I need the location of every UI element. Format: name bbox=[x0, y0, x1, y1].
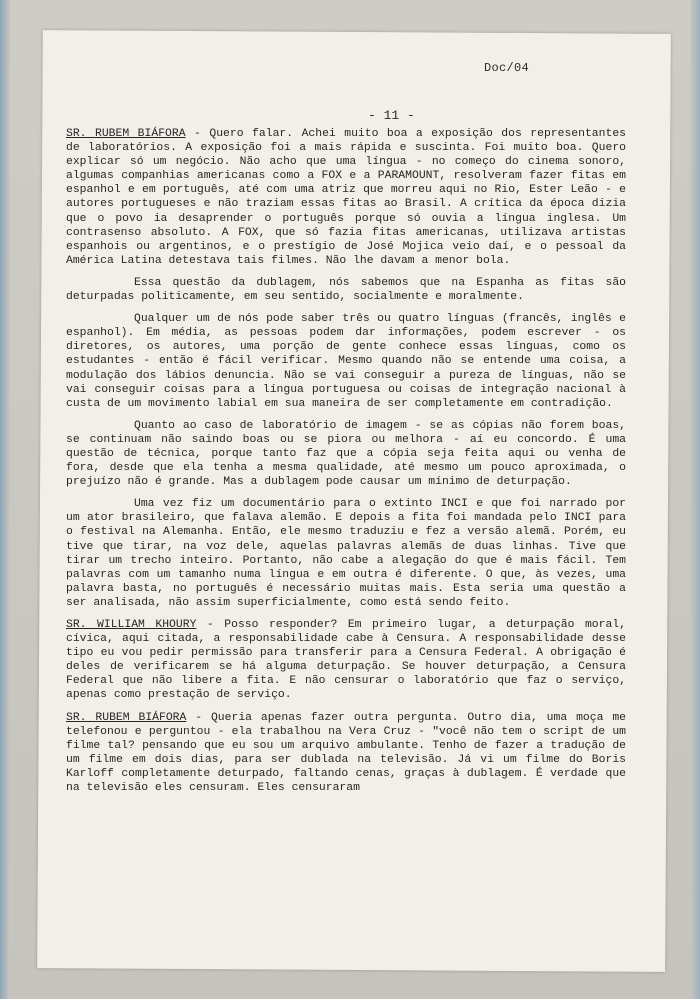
paragraph-text: Qualquer um de nós pode saber três ou quatro línguas (francês, inglês e espanhol). Em média, as pessoas podem dar informações, podem escrever - os diretores, os autores, uma porção de gente conhece essas línguas, como os estudantes - então é fácil verificar. Mesmo quando não se entende uma coisa, a modulação dos lábios denuncia. Não se vai conseguir a pureza de línguas, não se vai conseguir coisas para a língua portuguesa ou coisas de integração nacional à custa de um movimento labial em sua maneira de ser completamente em contradição. bbox=[66, 313, 626, 410]
page-number: - 11 - bbox=[368, 108, 415, 123]
paragraph-text: - Posso responder? Em primeiro lugar, a deturpação moral, cívica, aqui citada, a responsabilidade cabe à Censura. A responsabilidade desse tipo eu vou pedir permissão para transferir para a Censura Federal. A obrigação é deles de verificarem se há alguma deturpação. Se houver deturpação, a Censura Federal que não libere a fita. E não censurar o laboratório que faz o serviço, apenas como prestação de serviço. bbox=[66, 619, 626, 702]
transcript-paragraph bbox=[66, 312, 626, 411]
transcript-body bbox=[66, 127, 626, 803]
speaker-name: SR. RUBEM BIÁFORA bbox=[66, 128, 186, 140]
transcript-paragraph bbox=[66, 497, 626, 610]
transcript-paragraph bbox=[66, 419, 626, 489]
paragraph-text: Quanto ao caso de laboratório de imagem - se as cópias não forem boas, se continuam não saindo boas ou se piora ou melhora - aí eu concordo. É uma questão de técnica, porque tanto faz que a cópia seja feita aqui ou venha de fora, desde que ela tenha a mesma qualidade, até mesmo um pouco aproximada, o prejuízo não é grande. Mas a dublagem pode causar um mínimo de deturpação. bbox=[66, 419, 626, 489]
paragraph-text: - Quero falar. Achei muito boa a exposição dos representantes de laboratórios. A exposição foi a mais rápida e suscinta. Foi muito boa. Quero explicar só um negócio. Não acho que uma língua - no começo do cinema sonoro, algumas companhias americanas como a FOX e a PARAMOUNT, resolveram fazer fitas em espanhol e em português, até com uma atriz que morreu aqui no Rio, Ester Leão - e autores portugueses e não traziam essas fitas ao Brasil. A crítica da época dizia que o povo ia desaprender o português porque só ouvia a língua inglesa. Um contrasenso absoluto. A FOX, que só fazia fitas americanas, utilizava artistas espanhois ou argentinos, e o prestígio de José Mojica veio daí, e o pessoal da América Latina detestava tais filmes. Não lhe davam a menor bola. bbox=[66, 128, 626, 267]
transcript-paragraph bbox=[66, 276, 626, 304]
paragraph-text: - Queria apenas fazer outra pergunta. Outro dia, uma moça me telefonou e perguntou - ela trabalhou na Vera Cruz - "você não tem o script de um filme tal? pensando que eu sou um arquivo ambulante. Tenho de fazer a tradução de um filme em dois dias, para ser dublada na televisão. Já vi um filme do Boris Karloff completamente deturpado, faltando cenas, graças à dublagem. É verdade que na televisão eles censuram. Eles censuraram bbox=[66, 711, 626, 795]
transcript-paragraph bbox=[66, 711, 626, 796]
transcript-paragraph bbox=[66, 127, 626, 268]
paragraph-text: Uma vez fiz um documentário para o extinto INCI e que foi narrado por um ator brasileiro, que falava alemão. E depois a fita foi mandada pelo INCI para o festival na Alemanha. Então, ele mesmo traduziu e fez a versão alemã. Porém, eu tive que tirar, na voz dele, aquelas palavras alemãs de duas linhas. Tive que tirar um trecho inteiro. Portanto, não cabe a alegação do que é mais fácil. Tem palavras com um tamanho numa língua e em outra é diferente. O que, às vezes, uma palavra basta, no português é necessário muitas mais. Esta seria uma questão a ser analisada, não assim superficialmente, como está sendo feito. bbox=[66, 498, 626, 609]
scan-edge-right bbox=[690, 0, 700, 999]
transcript-paragraph bbox=[66, 618, 626, 703]
speaker-name: SR. RUBEM BIÁFORA bbox=[66, 711, 187, 724]
scan-edge-left bbox=[0, 0, 10, 999]
paragraph-text: Essa questão da dublagem, nós sabemos que na Espanha as fitas são deturpadas politicamente, em seu sentido, socialmente e moralmente. bbox=[66, 276, 626, 304]
document-reference: Doc/04 bbox=[484, 61, 530, 75]
speaker-name: SR. WILLIAM KHOURY bbox=[66, 619, 197, 631]
